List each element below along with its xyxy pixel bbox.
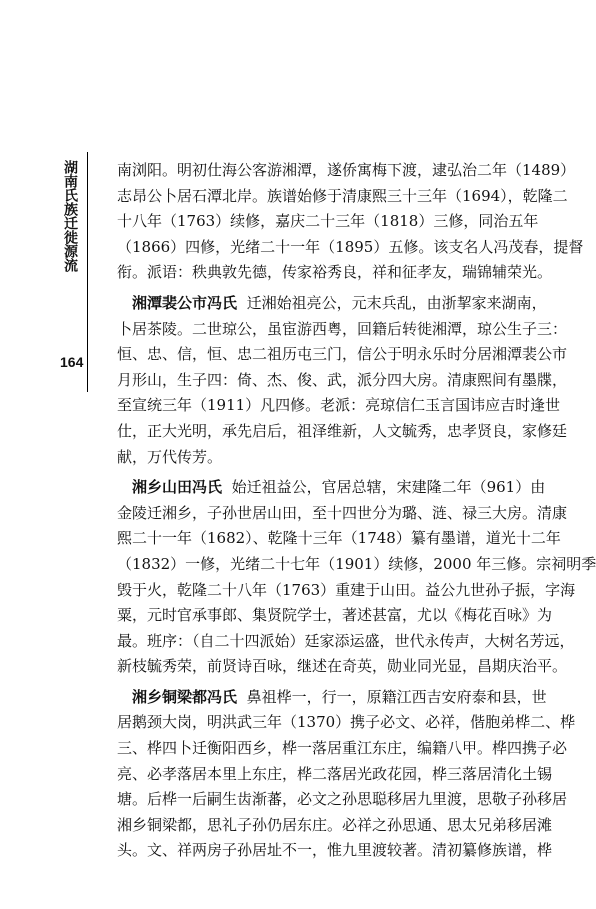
text-line: 粟，元时官承事郎、集贤院学士，著述甚富，尤以《梅花百咏》为 bbox=[117, 606, 553, 625]
text-line: 献，万代传芳。 bbox=[117, 447, 223, 466]
text-run: 始迁祖益公，官居总辖，宋建隆二年（961）由 bbox=[231, 478, 546, 497]
text-line: 志昂公卜居石潭北岸。族谱始修于清康熙三十三年（1694），乾隆二 bbox=[117, 186, 568, 205]
paragraph bbox=[117, 685, 576, 864]
text-line: 十八年（1763）续修，嘉庆二十三年（1818）三修，同治五年 bbox=[117, 212, 539, 231]
text-line bbox=[117, 475, 546, 501]
text-line: （1866）四修，光绪二十一年（1895）五修。该支名人冯茂春，提督 bbox=[117, 237, 584, 256]
section-heading: 湘乡山田冯氏 bbox=[132, 478, 223, 497]
text-line: 新枝毓秀荣，前贤诗百咏，继述在奇英，勋业同光显，昌期庆治平。 bbox=[117, 657, 568, 676]
text-line: （1832）一修，光绪二十七年（1901）续修，2000 年三修。宗祠明季 bbox=[117, 554, 596, 573]
text-line: 至宣统三年（1911）凡四修。老派：亮琼信仁玉言国讳应吉时逢世 bbox=[117, 396, 561, 415]
text-line: 居鹅颈大岗，明洪武三年（1370）携子必文、必祥，偕胞弟桦二、桦 bbox=[117, 713, 576, 732]
text-line: 头。文、祥两房子孙居址不一，惟九里渡较著。清初纂修族谱，桦 bbox=[117, 841, 553, 860]
margin-rule bbox=[87, 152, 88, 392]
paragraph bbox=[117, 158, 584, 286]
text-line: 毁于火，乾隆二十八年（1763）重建于山田。益公九世孙子振，字海 bbox=[117, 580, 576, 599]
text-line: 三、桦四卜迁衡阳西乡，桦一落居重江东庄，编籍八甲。桦四携子必 bbox=[117, 739, 568, 758]
text-line: 金陵迁湘乡，子孙世居山田，至十四世分为璐、涟、禄三大房。清康 bbox=[117, 503, 568, 522]
text-line: 恒、忠、信，恒、忠二祖历屯三门，信公于明永乐时分居湘潭裴公市 bbox=[117, 345, 568, 364]
text-run: 鼻祖桦一，行一，原籍江西吉安府泰和县，世 bbox=[246, 687, 547, 706]
text-line bbox=[117, 291, 547, 317]
text-line: 最。班序：（自二十四派始）廷家添运盛，世代永传声，大树名芳远， bbox=[117, 631, 575, 650]
text-line: 熙二十一年（1682）、乾隆十三年（1748）纂有墨谱，道光十二年 bbox=[117, 529, 561, 548]
text-line bbox=[117, 685, 547, 711]
page-number: 164 bbox=[60, 354, 84, 370]
text-line: 仕，正大光明，承先启后，祖泽维新，人文毓秀，忠孝贤良，家修廷 bbox=[117, 421, 568, 440]
text-line: 塘。后桦一后嗣生齿渐蕃，必文之孙思聪移居九里渡，思敬子孙移居 bbox=[117, 790, 568, 809]
book-title-vertical: 湖南氏族迁徙源流 bbox=[62, 160, 78, 272]
text-line: 湘乡铜梁都，思礼子孙仍居东庄。必祥之孙思通、思太兄弟移居滩 bbox=[117, 815, 553, 834]
body-text bbox=[117, 158, 596, 864]
paragraph bbox=[117, 475, 596, 680]
text-line: 衔。派语：秩典敦先德，传家裕秀良，祥和征孝友，瑞锦辅荣光。 bbox=[117, 263, 553, 282]
section-heading: 湘乡铜梁都冯氏 bbox=[132, 687, 238, 706]
text-line: 卜居茶陵。二世琼公，虽宦游西粤，回籍后转徙湘潭，琼公生子三： bbox=[117, 319, 568, 338]
section-heading: 湘潭裴公市冯氏 bbox=[132, 293, 238, 312]
paragraph bbox=[117, 291, 568, 470]
text-run: 迁湘始祖亮公，元末兵乱，由浙挈家来湖南， bbox=[246, 293, 547, 312]
text-line: 南浏阳。明初仕海公客游湘潭，遂侨寓梅下渡，逮弘治二年（1489） bbox=[117, 161, 576, 179]
text-line: 亮、必孝落居本里上东庄，桦二落居光政花园，桦三落居清化土锡 bbox=[117, 764, 553, 783]
text-line: 月形山，生子四：倚、杰、俊、武，派分四大房。清康熙间有墨牒， bbox=[117, 370, 568, 389]
